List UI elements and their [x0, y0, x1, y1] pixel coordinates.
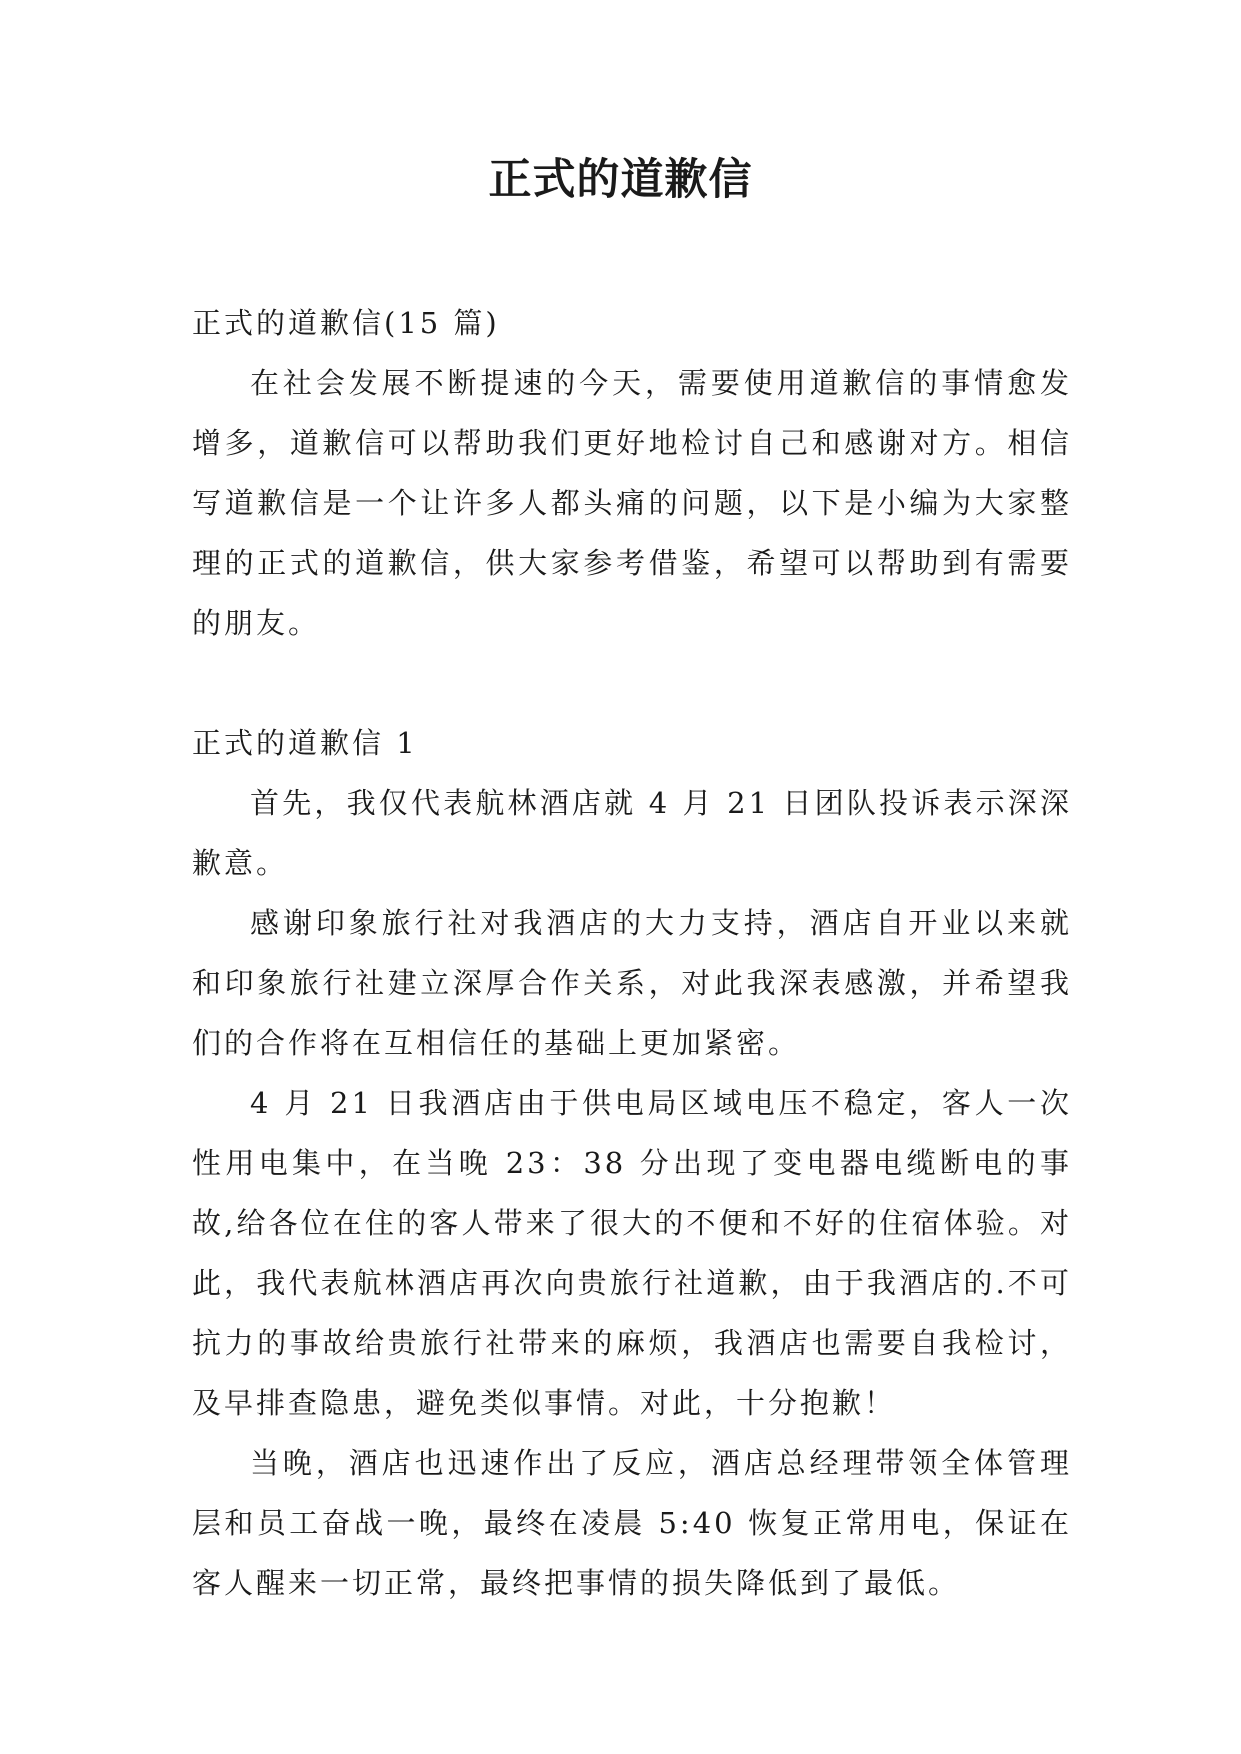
intro-paragraph: 在社会发展不断提速的今天，需要使用道歉信的事情愈发增多，道歉信可以帮助我们更好地检讨自己和感谢对方。相信写道歉信是一个让许多人都头痛的问题，以下是小编为大家整理的正式的道歉信，供大家参考借鉴，希望可以帮助到有需要的朋友。 [192, 366, 1072, 640]
body-paragraph-1: 首先，我仅代表航林酒店就 4 月 21 日团队投诉表示深深歉意。 [192, 786, 1072, 880]
section-spacer [192, 653, 1072, 713]
document-title: 正式的道歉信 [488, 155, 753, 205]
document-subtitle: 正式的道歉信(15 篇) [192, 306, 500, 340]
document-body [192, 293, 1072, 1613]
body-paragraph-3: 4 月 21 日我酒店由于供电局区域电压不稳定，客人一次性用电集中，在当晚 23：38 分出现了变电器电缆断电的事故,给各位在住的客人带来了很大的不便和不好的住宿体验。对此，我代表航林酒店再次向贵旅行社道歉，由于我酒店的.不可抗力的事故给贵旅行社带来的麻烦，我酒店也需要自我检讨，及早排查隐患，避免类似事情。对此，十分抱歉！ [192, 1086, 1072, 1420]
body-paragraph-2: 感谢印象旅行社对我酒店的大力支持，酒店自开业以来就和印象旅行社建立深厚合作关系，对此我深表感激，并希望我们的合作将在互相信任的基础上更加紧密。 [192, 906, 1072, 1060]
body-paragraph-4: 当晚，酒店也迅速作出了反应，酒店总经理带领全体管理层和员工奋战一晚，最终在凌晨 5:40 恢复正常用电，保证在客人醒来一切正常，最终把事情的损失降低到了最低。 [192, 1446, 1072, 1600]
section-heading: 正式的道歉信 1 [192, 726, 418, 760]
